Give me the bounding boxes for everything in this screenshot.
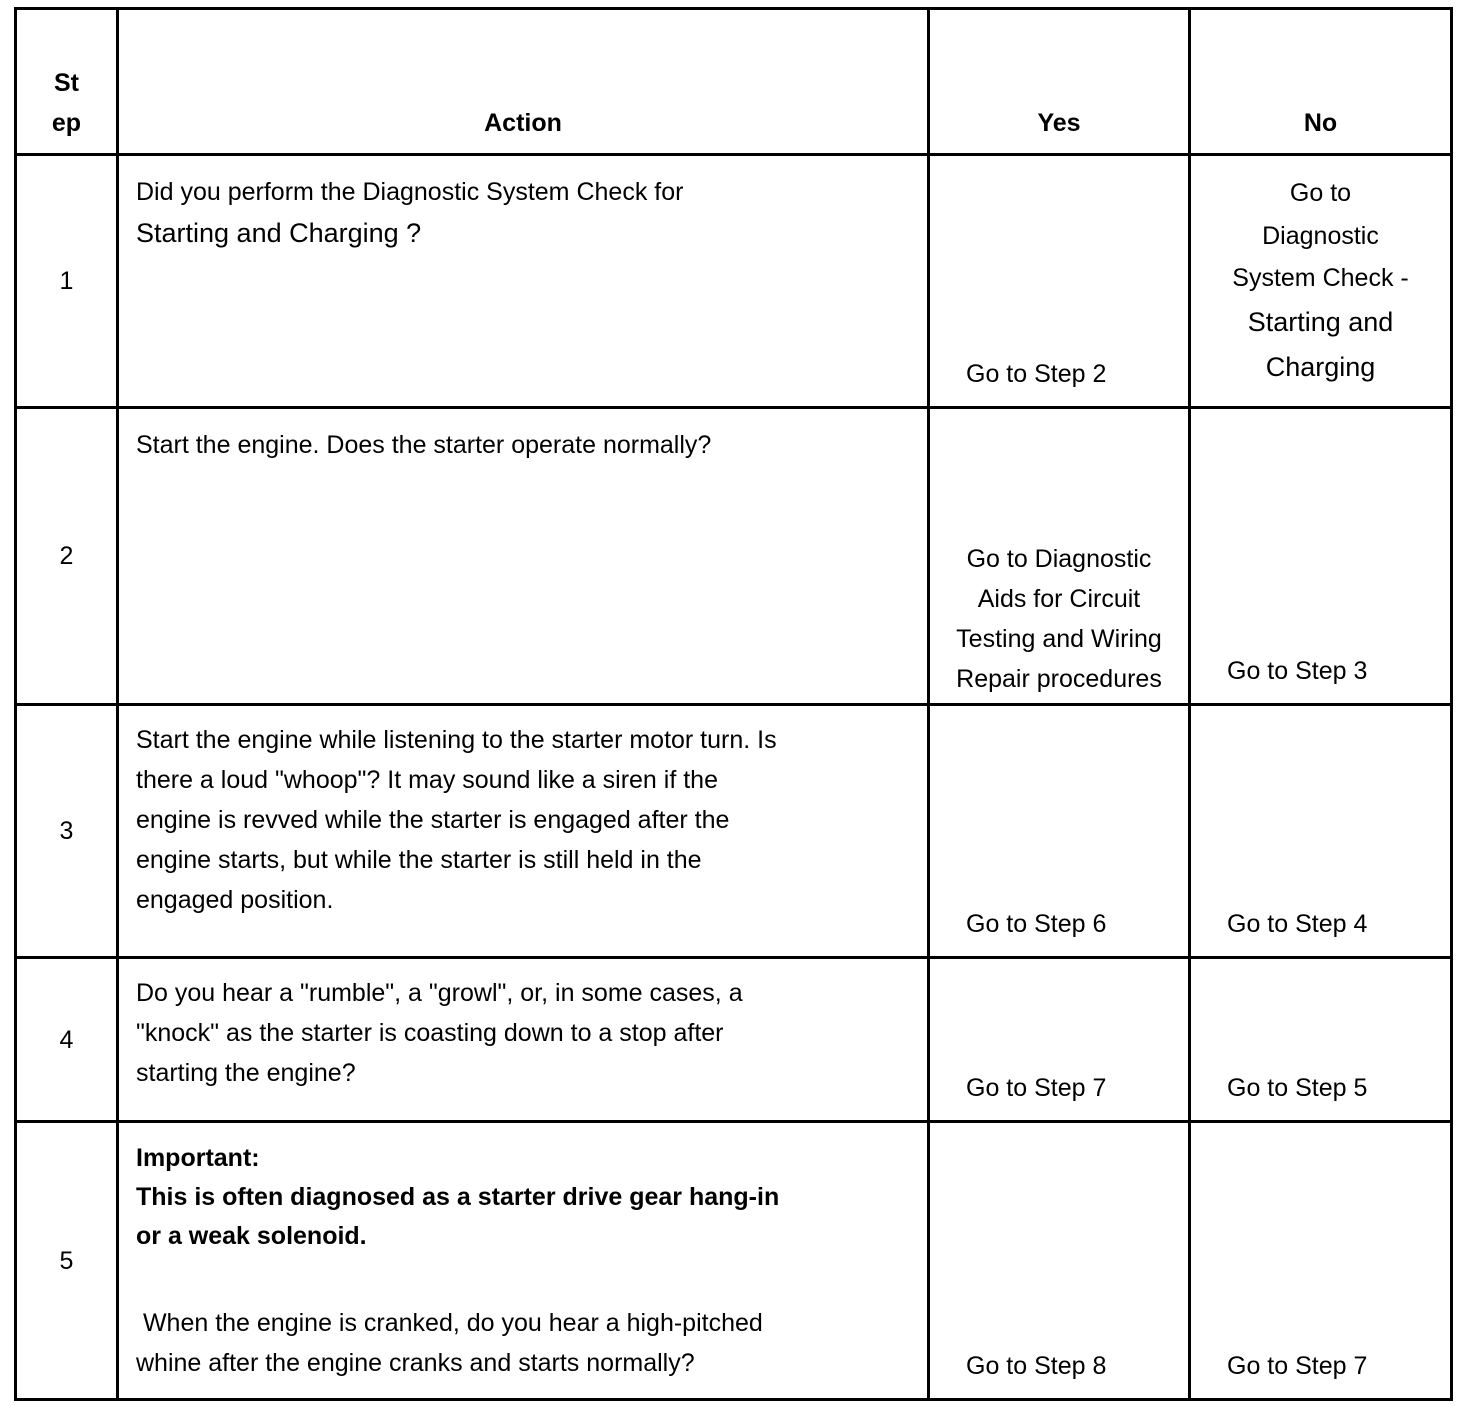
header-action: Action bbox=[118, 9, 929, 155]
no-link-line[interactable]: Charging bbox=[1265, 352, 1376, 383]
header-yes: Yes bbox=[929, 9, 1190, 155]
no-cell bbox=[1190, 155, 1452, 408]
action-line: Start the engine while listening to the starter motor turn. Is bbox=[136, 726, 777, 754]
table-row bbox=[16, 958, 1452, 1122]
step-number: 2 bbox=[16, 408, 118, 705]
action-line: engine is revved while the starter is engaged after the bbox=[136, 806, 730, 834]
action-line: whine after the engine cranks and starts normally? bbox=[136, 1349, 695, 1378]
header-row bbox=[16, 9, 1452, 155]
table-row bbox=[16, 408, 1452, 705]
action-line: Start the engine. Does the starter operate normally? bbox=[136, 431, 712, 459]
action-cell bbox=[118, 958, 929, 1122]
table-row bbox=[16, 1122, 1452, 1400]
step-number: 3 bbox=[16, 705, 118, 958]
no-link-line[interactable]: Go to bbox=[1289, 179, 1352, 207]
action-line: starting the engine? bbox=[136, 1059, 356, 1087]
action-line: Starting and Charging ? bbox=[136, 218, 422, 248]
action-line: When the engine is cranked, do you hear a high-pitched bbox=[136, 1309, 763, 1338]
important-line: or a weak solenoid. bbox=[136, 1221, 367, 1250]
action-cell bbox=[118, 155, 929, 408]
important-line: This is often diagnosed as a starter drive gear hang-in bbox=[136, 1182, 780, 1211]
no-cell bbox=[1190, 705, 1452, 958]
no-cell bbox=[1190, 958, 1452, 1122]
spacer bbox=[136, 1255, 913, 1303]
no-link-line[interactable]: Diagnostic bbox=[1262, 221, 1379, 250]
header-no: No bbox=[1190, 9, 1452, 155]
action-line: Do you hear a "rumble", a "growl", or, in some cases, a bbox=[136, 979, 743, 1007]
yes-cell bbox=[929, 958, 1190, 1122]
header-step-line: St bbox=[54, 69, 79, 97]
no-link-line[interactable]: System Check - bbox=[1232, 264, 1409, 292]
yes-link[interactable]: Go to Step 7 bbox=[966, 1074, 1107, 1102]
yes-link[interactable]: Go to Step 8 bbox=[966, 1352, 1107, 1380]
yes-link-line[interactable]: Repair procedures bbox=[956, 665, 1162, 693]
action-line: engaged position. bbox=[136, 886, 334, 914]
action-line: engine starts, but while the starter is still held in the bbox=[136, 846, 702, 874]
no-cell bbox=[1190, 408, 1452, 705]
header-step-line: ep bbox=[51, 109, 82, 137]
yes-link[interactable]: Go to Step 2 bbox=[966, 360, 1107, 388]
yes-link-line[interactable]: Go to Diagnostic bbox=[966, 545, 1152, 573]
no-link-line[interactable]: Starting and bbox=[1247, 306, 1394, 337]
action-line: Did you perform the Diagnostic System Check for bbox=[136, 178, 684, 206]
action-line: there a loud "whoop"? It may sound like a siren if the bbox=[136, 766, 718, 794]
important-label: Important: bbox=[136, 1144, 260, 1172]
action-cell bbox=[118, 1122, 929, 1400]
table-row bbox=[16, 705, 1452, 958]
no-link[interactable]: Go to Step 3 bbox=[1227, 657, 1368, 685]
no-link[interactable]: Go to Step 5 bbox=[1227, 1074, 1368, 1102]
diagnostic-table bbox=[14, 7, 1453, 1401]
table-row bbox=[16, 155, 1452, 408]
step-number: 5 bbox=[16, 1122, 118, 1400]
yes-link[interactable]: Go to Step 6 bbox=[966, 910, 1107, 938]
yes-cell bbox=[929, 1122, 1190, 1400]
action-cell bbox=[118, 408, 929, 705]
action-line: "knock" as the starter is coasting down to a stop after bbox=[136, 1019, 724, 1047]
yes-cell bbox=[929, 155, 1190, 408]
action-cell bbox=[118, 705, 929, 958]
yes-cell bbox=[929, 705, 1190, 958]
no-cell bbox=[1190, 1122, 1452, 1400]
step-number: 4 bbox=[16, 958, 118, 1122]
no-link[interactable]: Go to Step 4 bbox=[1227, 910, 1368, 938]
no-link[interactable]: Go to Step 7 bbox=[1227, 1352, 1368, 1380]
header-step bbox=[16, 9, 118, 155]
yes-link-line[interactable]: Testing and Wiring bbox=[956, 625, 1162, 653]
yes-link-line[interactable]: Aids for Circuit bbox=[977, 585, 1141, 613]
step-number: 1 bbox=[16, 155, 118, 408]
yes-cell bbox=[929, 408, 1190, 705]
